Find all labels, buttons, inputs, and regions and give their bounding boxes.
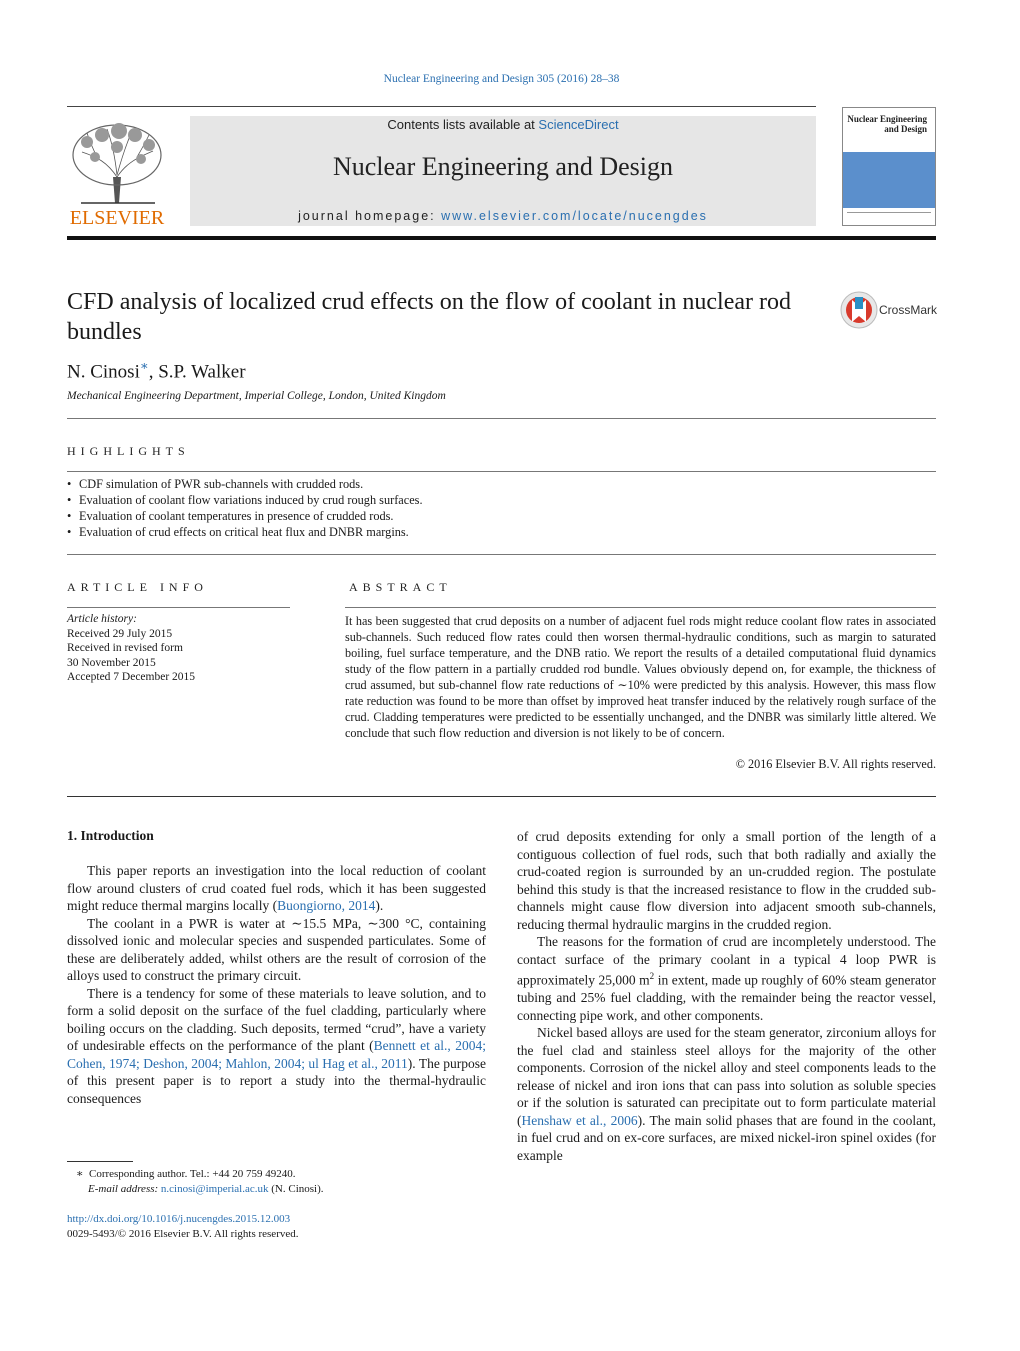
email-link[interactable]: n.cinosi@imperial.ac.uk — [160, 1182, 269, 1195]
superscript: 2 — [649, 971, 655, 981]
paragraph-text: This paper reports an investigation into the local reduction of coolant flow around clusters of crud coated fuel rods, which it has been suggested might reduce thermal margins locally ( — [67, 863, 486, 913]
journal-banner — [190, 116, 816, 226]
history-label: Article history: — [67, 613, 137, 625]
paragraph-text: ). The main solid phases that are found in the coolant, in fuel crud and on ex-core surfaces, are mixed nickel-iron spinel oxides (for example — [517, 1112, 936, 1163]
cover-title-line2: and Design — [884, 124, 927, 134]
article-info-rule — [67, 607, 290, 608]
highlights-heading: HIGHLIGHTS — [67, 444, 190, 458]
abstract-heading: ABSTRACT — [349, 580, 452, 594]
article-history — [67, 612, 195, 685]
left-column — [67, 862, 486, 1107]
highlights-list — [67, 476, 423, 540]
paragraph — [517, 933, 936, 1024]
introduction-heading: 1. Introduction — [67, 828, 154, 843]
citation-link[interactable]: Henshaw et al., 2006 — [521, 1112, 638, 1128]
journal-citation[interactable]: Nuclear Engineering and Design 305 (2016) 28–38 — [383, 73, 620, 85]
doi-link[interactable]: http://dx.doi.org/10.1016/j.nucengdes.2015.12.003 — [67, 1213, 291, 1225]
sciencedirect-link[interactable]: ScienceDirect — [538, 117, 619, 132]
journal-cover-thumbnail[interactable] — [842, 107, 936, 226]
highlight-item: • Evaluation of crud effects on critical heat flux and DNBR margins. — [67, 524, 423, 540]
revised-label: Received in revised form — [67, 642, 183, 654]
paragraph-text: ). The purpose of this present paper is to report a study into the thermal-hydraulic consequences — [67, 1055, 486, 1106]
highlight-item: • Evaluation of coolant temperatures in presence of crudded rods. — [67, 508, 423, 524]
paragraph-text: There is a tendency for some of these materials to leave solution, and to form a solid deposit on the surface of the fuel cladding, particularly where boiling occurs on the cladding. Such deposits, termed “crud”, have a variety of undesirable effects on the performance of the plant ( — [67, 985, 486, 1053]
author-1[interactable]: N. Cinosi — [67, 361, 140, 383]
issn-copyright: 0029-5493/© 2016 Elsevier B.V. All rights reserved. — [67, 1227, 299, 1240]
affiliation: Mechanical Engineering Department, Imperial College, London, United Kingdom — [67, 390, 446, 402]
contents-prefix: Contents lists available at — [387, 117, 539, 132]
footnote — [67, 1167, 324, 1196]
revised-date: 30 November 2015 — [67, 656, 156, 669]
received-date: Received 29 July 2015 — [67, 627, 173, 640]
author-list — [67, 358, 246, 383]
paragraph: The coolant in a PWR is water at ∼15.5 MPa, ∼300 °C, containing dissolved ionic and molecular species and suspended particulates. Some of these are deliberately added, whilst others are the result of corrosion of the alloys used to construct the primary circuit. — [67, 915, 486, 983]
right-column — [517, 828, 936, 1164]
paragraph-text: Nickel based alloys are used for the steam generator, zirconium alloys for the fuel clad and stainless steel alloys for the majority of the other components. Corrosion of the nickel alloy and steel components leads to the release of nickel and iron ions that can pass into solution as soluble species or if the solution is saturated can precipitate out to form particulate material ( — [517, 1025, 936, 1128]
abstract-copyright: © 2016 Elsevier B.V. All rights reserved. — [735, 757, 936, 771]
affiliation-rule — [67, 418, 936, 419]
body-separator-rule — [67, 796, 936, 797]
citation-link[interactable]: Bennett et al., 2004; Cohen, 1974; Deshon, 2004; Mahlon, 2004; ul Hag et al., 2011 — [67, 1038, 486, 1071]
highlights-top-rule — [67, 471, 936, 472]
footnote-rule — [67, 1161, 133, 1162]
journal-title: Nuclear Engineering and Design — [332, 152, 674, 181]
email-note — [67, 1182, 324, 1197]
homepage-prefix: journal homepage: — [298, 209, 442, 223]
homepage-link[interactable]: www.elsevier.com/locate/nucengdes — [441, 209, 708, 223]
paragraph — [67, 985, 486, 1108]
cover-footer — [847, 212, 931, 221]
cover-title-line1: Nuclear Engineering — [847, 114, 927, 124]
homepage-line — [190, 209, 816, 223]
cover-color-band — [843, 152, 935, 208]
footnote-mark: ∗ — [76, 1168, 84, 1180]
contents-line — [190, 117, 816, 132]
paragraph-text: in extent, made up roughly of 60% steam generator tubing and 25% fuel cladding, with the remainder being the reactor vessel, connecting pipe work, and other components. — [517, 972, 936, 1023]
crossmark-label[interactable]: CrossMark — [879, 303, 938, 317]
email-label: E-mail address: — [88, 1182, 161, 1195]
paragraph — [67, 862, 486, 915]
corresponding-author-note — [67, 1167, 324, 1182]
highlight-item: • CDF simulation of PWR sub-channels with crudded rods. — [67, 476, 423, 492]
doi-block — [67, 1212, 299, 1241]
article-info-heading: ARTICLE INFO — [67, 580, 208, 594]
header-top-rule — [67, 106, 816, 107]
highlights-bottom-rule — [67, 554, 936, 555]
accepted-date: Accepted 7 December 2015 — [67, 671, 196, 683]
abstract-rule — [345, 607, 936, 608]
corresponding-text: Corresponding author. Tel.: +44 20 759 49240. — [88, 1168, 296, 1180]
abstract-text: It has been suggested that crud deposits on a number of adjacent fuel rods might reduce coolant flow rates in associated sub-channels. Such reduced flow rates could then worsen thermal-hydraulic conditions, such as margin to saturated boiling, fuel surface temperature, and the DNB ratio. We report the results of a detailed computational fluid dynamics study of the flow pattern in a partially crudded rod bundle. Values obviously depend on, for example, the thickness of crud assumed, but sub-channel flow rate reductions of ∼10% were predicted by this analysis. However, this mass flow rate reduction was found to be more than offset by improved heat transfer induced by the relatively rough surface of the crud. Cladding temperatures were predicted to be essentially unchanged, and the DNBR was similarly little altered. We conclude that such flow reduction and diversion is not likely to be of concern. — [345, 614, 936, 740]
cover-title — [847, 114, 927, 134]
elsevier-wordmark: ELSEVIER — [69, 207, 165, 229]
paragraph — [517, 1024, 936, 1164]
article-title: CFD analysis of localized crud effects on the flow of coolant in nuclear rod bundles — [67, 289, 791, 345]
paragraph: of crud deposits extending for only a small portion of the length of a contiguous collection of fuel rods, such that both radially and axially the crud-coated region is surrounded by an un-crudded region. The postulate behind this study is that the increased resistance to flow in the crudded sub-channels might cause flow diversion into adjacent smooth sub-channels, reducing thermal hydraulic margins in the crudded region. — [517, 829, 936, 932]
paragraph-text: The reasons for the formation of crud are incompletely understood. The contact surface of the primary coolant in a typical 4 loop PWR is approximately 25,000 m — [517, 934, 936, 988]
corresponding-author-mark[interactable]: ∗ — [139, 358, 149, 373]
email-suffix: (N. Cinosi). — [268, 1182, 324, 1195]
header-thick-rule — [67, 236, 936, 240]
paragraph-text: ). — [375, 898, 384, 913]
author-2[interactable]: , S.P. Walker — [148, 361, 246, 383]
citation-link[interactable]: Buongiorno, 2014 — [277, 898, 376, 913]
highlight-item: • Evaluation of coolant flow variations induced by crud rough surfaces. — [67, 492, 423, 508]
